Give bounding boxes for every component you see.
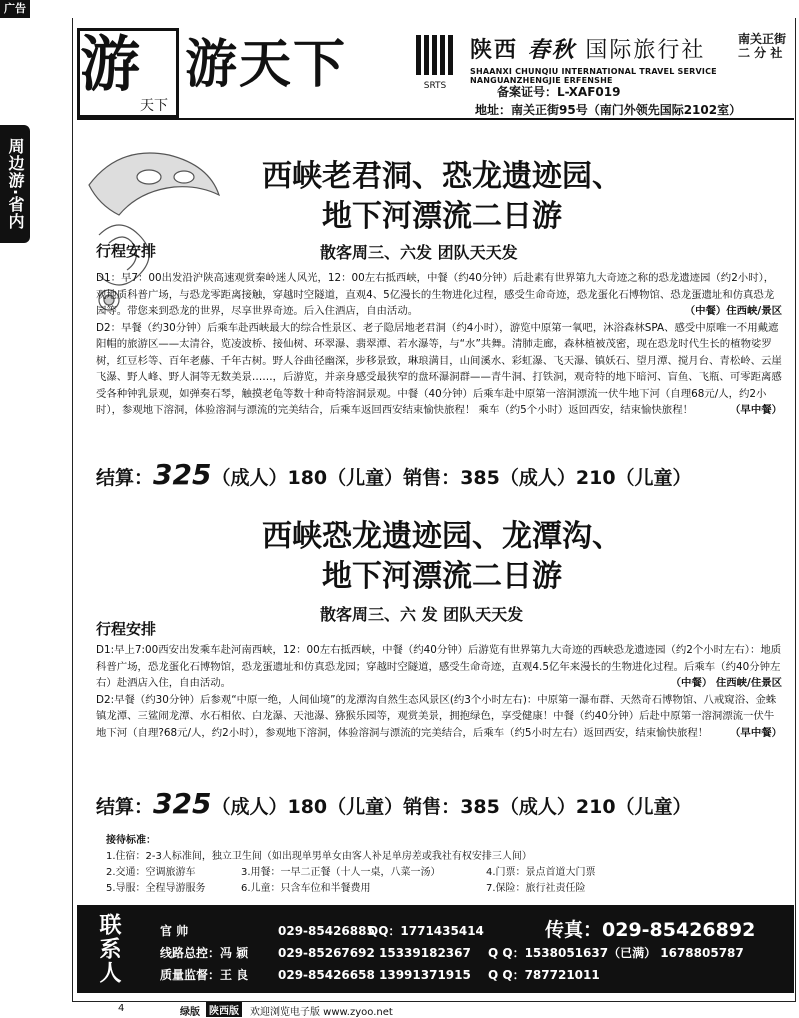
tour2-departure: 散客周三、六 发 团队天天发 [320, 605, 524, 624]
fax-number[interactable]: 传真：029-85426892 [545, 919, 756, 941]
tour2-itinerary-label: 行程安排 [96, 620, 157, 638]
service-item: 4.门票：景点首道大门票 [486, 867, 596, 878]
section-tab[interactable]: 周边游·省内 [0, 125, 30, 243]
agency-address: 地址：南关正街95号（南门外领先国际2102室） [475, 103, 742, 117]
site-slogan[interactable]: 欢迎浏览电子版 www.zyoo.net [250, 1007, 393, 1018]
agency-english-name: SHAANXI CHUNQIU INTERNATIONAL TRAVEL SERVICE NANGUANZHENGJIE ERFENSHE [470, 67, 717, 85]
contact-row-2: 线路总控：冯 颖 029-85267692 15339182367 Q Q：1538051637（已满） 1678805787 [160, 946, 744, 960]
contact-row-1: 官 帅 029-85426885QQ：1771435414 [160, 924, 484, 938]
service-item: 3.用餐：一早二正餐（十人一桌，八菜一汤） [241, 867, 441, 878]
contact-label: 联系人 [96, 913, 121, 985]
tour2-price: 结算：325（成人）180（儿童）销售：385（成人）210（儿童） [96, 787, 692, 820]
license-number: 备案证号：L-XAF019 [497, 85, 621, 99]
edition-badge: 陕西版 [206, 1002, 242, 1017]
service-item: 1.住宿：2-3人标准间，独立卫生间（如出现单男单女由客人补足单房差或我社有权安排三人间） [106, 851, 532, 862]
srts-logo-icon [414, 33, 456, 93]
tour1-departure: 散客周三、六发 团队天天发 [320, 243, 518, 262]
brand-title: 游天下 [185, 34, 348, 95]
tour1-day1: D1：早7：00出发沿沪陕高速观赏秦岭迷人风光，12：00左右抵西峡，中餐（约40分钟）后赴素有世界第九大奇迹之称的恐龙遗迹园（约2小时），观地质科普广场，与恐龙零距离接触，穿越时空隧道，直观4、5亿漫长的生物进化过程，感受生命奇迹，恐龙蛋化石博物馆、恐龙蛋遗址和仿真恐龙园等。带您来到恐龙的世界，尽享世界奇迹。后入住酒店，自由活动。 （中餐）住西峡/景区 [96, 272, 782, 317]
agency-branch: 南关正街 二 分 社 [738, 32, 787, 60]
tour2-title-line1: 西峡恐龙遗迹园、龙潭沟、 [262, 519, 622, 554]
service-item: 5.导服：全程导游服务 [106, 883, 206, 894]
logo-subtext: 天下 [140, 98, 168, 114]
service-heading: 接待标准： [106, 835, 156, 846]
tour2-title-line2: 地下河漂流二日游 [322, 559, 562, 594]
service-item: 7.保险：旅行社责任险 [486, 883, 586, 894]
service-item: 6.儿童：只含车位和半餐费用 [241, 883, 371, 894]
tour2-day1: D1:早上7:00西安出发乘车赴河南西峡，12：00左右抵西峡，中餐（约40分钟）后游览有世界第九大奇迹的西峡恐龙遗迹园（约2个小时左右）：地质科普广场，恐龙蛋化石博物馆，恐龙蛋遗址和仿真恐龙园；穿越时空隧道，感受生命奇迹，直观4.5亿年来漫长的生物进化过程。后乘车（约40分钟左右）赴酒店入住，自由活动。 （中餐） 住西峡/住景区 [96, 644, 782, 689]
tour1-price: 结算：325（成人）180（儿童）销售：385（成人）210（儿童） [96, 458, 692, 491]
tour1-itinerary [96, 270, 782, 419]
page-footer [0, 1001, 799, 1017]
phone-link[interactable]: 029-85267692 15339182367 [278, 946, 471, 960]
ad-tag: 广告 [0, 0, 30, 18]
page-number: 4 [118, 1003, 125, 1014]
contact-row-3: 质量监督：王 良 029-85426658 13991371915 Q Q：787721011 [160, 968, 600, 982]
tour1-title-line2: 地下河漂流二日游 [322, 199, 562, 234]
svg-text:SRTS: SRTS [423, 81, 447, 91]
edition-label: 绿版 [180, 1007, 200, 1018]
phone-link[interactable]: 029-85426885 [278, 924, 375, 938]
tour2-day2: D2:早餐（约30分钟）后参观“中原一绝，人间仙境”的龙潭沟自然生态风景区(约3个小时左右)：中原第一瀑布群、天然奇石博物馆、八戒窥浴、金蛛镇龙潭、三鲨闹龙潭、水石相依、白龙瀑、天池瀑、猕猴乐园等，观赏美景，拥抱绿色，享受健康！中餐（约40分钟）后赴中原第一溶洞漂流一伏牛地下河（自理?68元/人，约2小时），参观地下溶洞，体验溶洞与漂流的完美结合，后乘车（约5小时左右）返回西安，结束愉快旅程！ （早中餐） [96, 693, 782, 739]
tour1-title-line1: 西峡老君洞、恐龙遗迹园、 [262, 159, 622, 194]
tour1-day2: D2：早餐（约30分钟）后乘车赴西峡最大的综合性景区、老子隐居地老君洞（约4小时），游览中原第一氧吧，沐浴森林SPA、感受中原唯一不用戴遮阳帽的旅游区——太清谷，览凌波桥、接仙树、环翠瀑、翡翠潭、若水瀑等，与“水”共舞。清肺走廊，森林植被茂密，现在恐龙时代生长的植物娑罗树，红豆杉等、百年老藤、千年古树。野人谷曲径幽深，步移景致，琳琅满目，山间溪水、彩虹瀑、飞天瀑、镇妖石、望月潭、搅月台、青松岭、云崖飞瀑、野人峰、野人洞等无数美景……，后游览，并亲身感受最狭窄的盘环瀑洞群——青牛洞、打铁洞，观奇特的地下暗河、盲鱼、飞瓶、可零距离感受各种钟乳景观，如弹奏石琴，触摸老龟等数十种奇特溶洞景观。中餐（40分钟）后乘车赴中原第一溶洞漂流一伏牛地下河（自理68元/人，约2小时），参观地下溶洞，体验溶洞与漂流的完美结合，后乘车返回西安结束愉快旅程！ 乘车（约5个小时）返回西安，结束愉快旅程！ （早中餐） [96, 321, 782, 416]
agency-name: 陕西 春秋 国际旅行社 [470, 37, 706, 63]
header-divider [77, 118, 794, 120]
tour1-itinerary-label: 行程安排 [96, 242, 157, 260]
service-item: 2.交通：空调旅游车 [106, 867, 196, 878]
phone-link[interactable]: 029-85426658 13991371915 [278, 968, 471, 982]
tour2-itinerary [96, 642, 782, 741]
service-standards [106, 833, 796, 897]
logo-glyph: 游 [80, 30, 140, 100]
